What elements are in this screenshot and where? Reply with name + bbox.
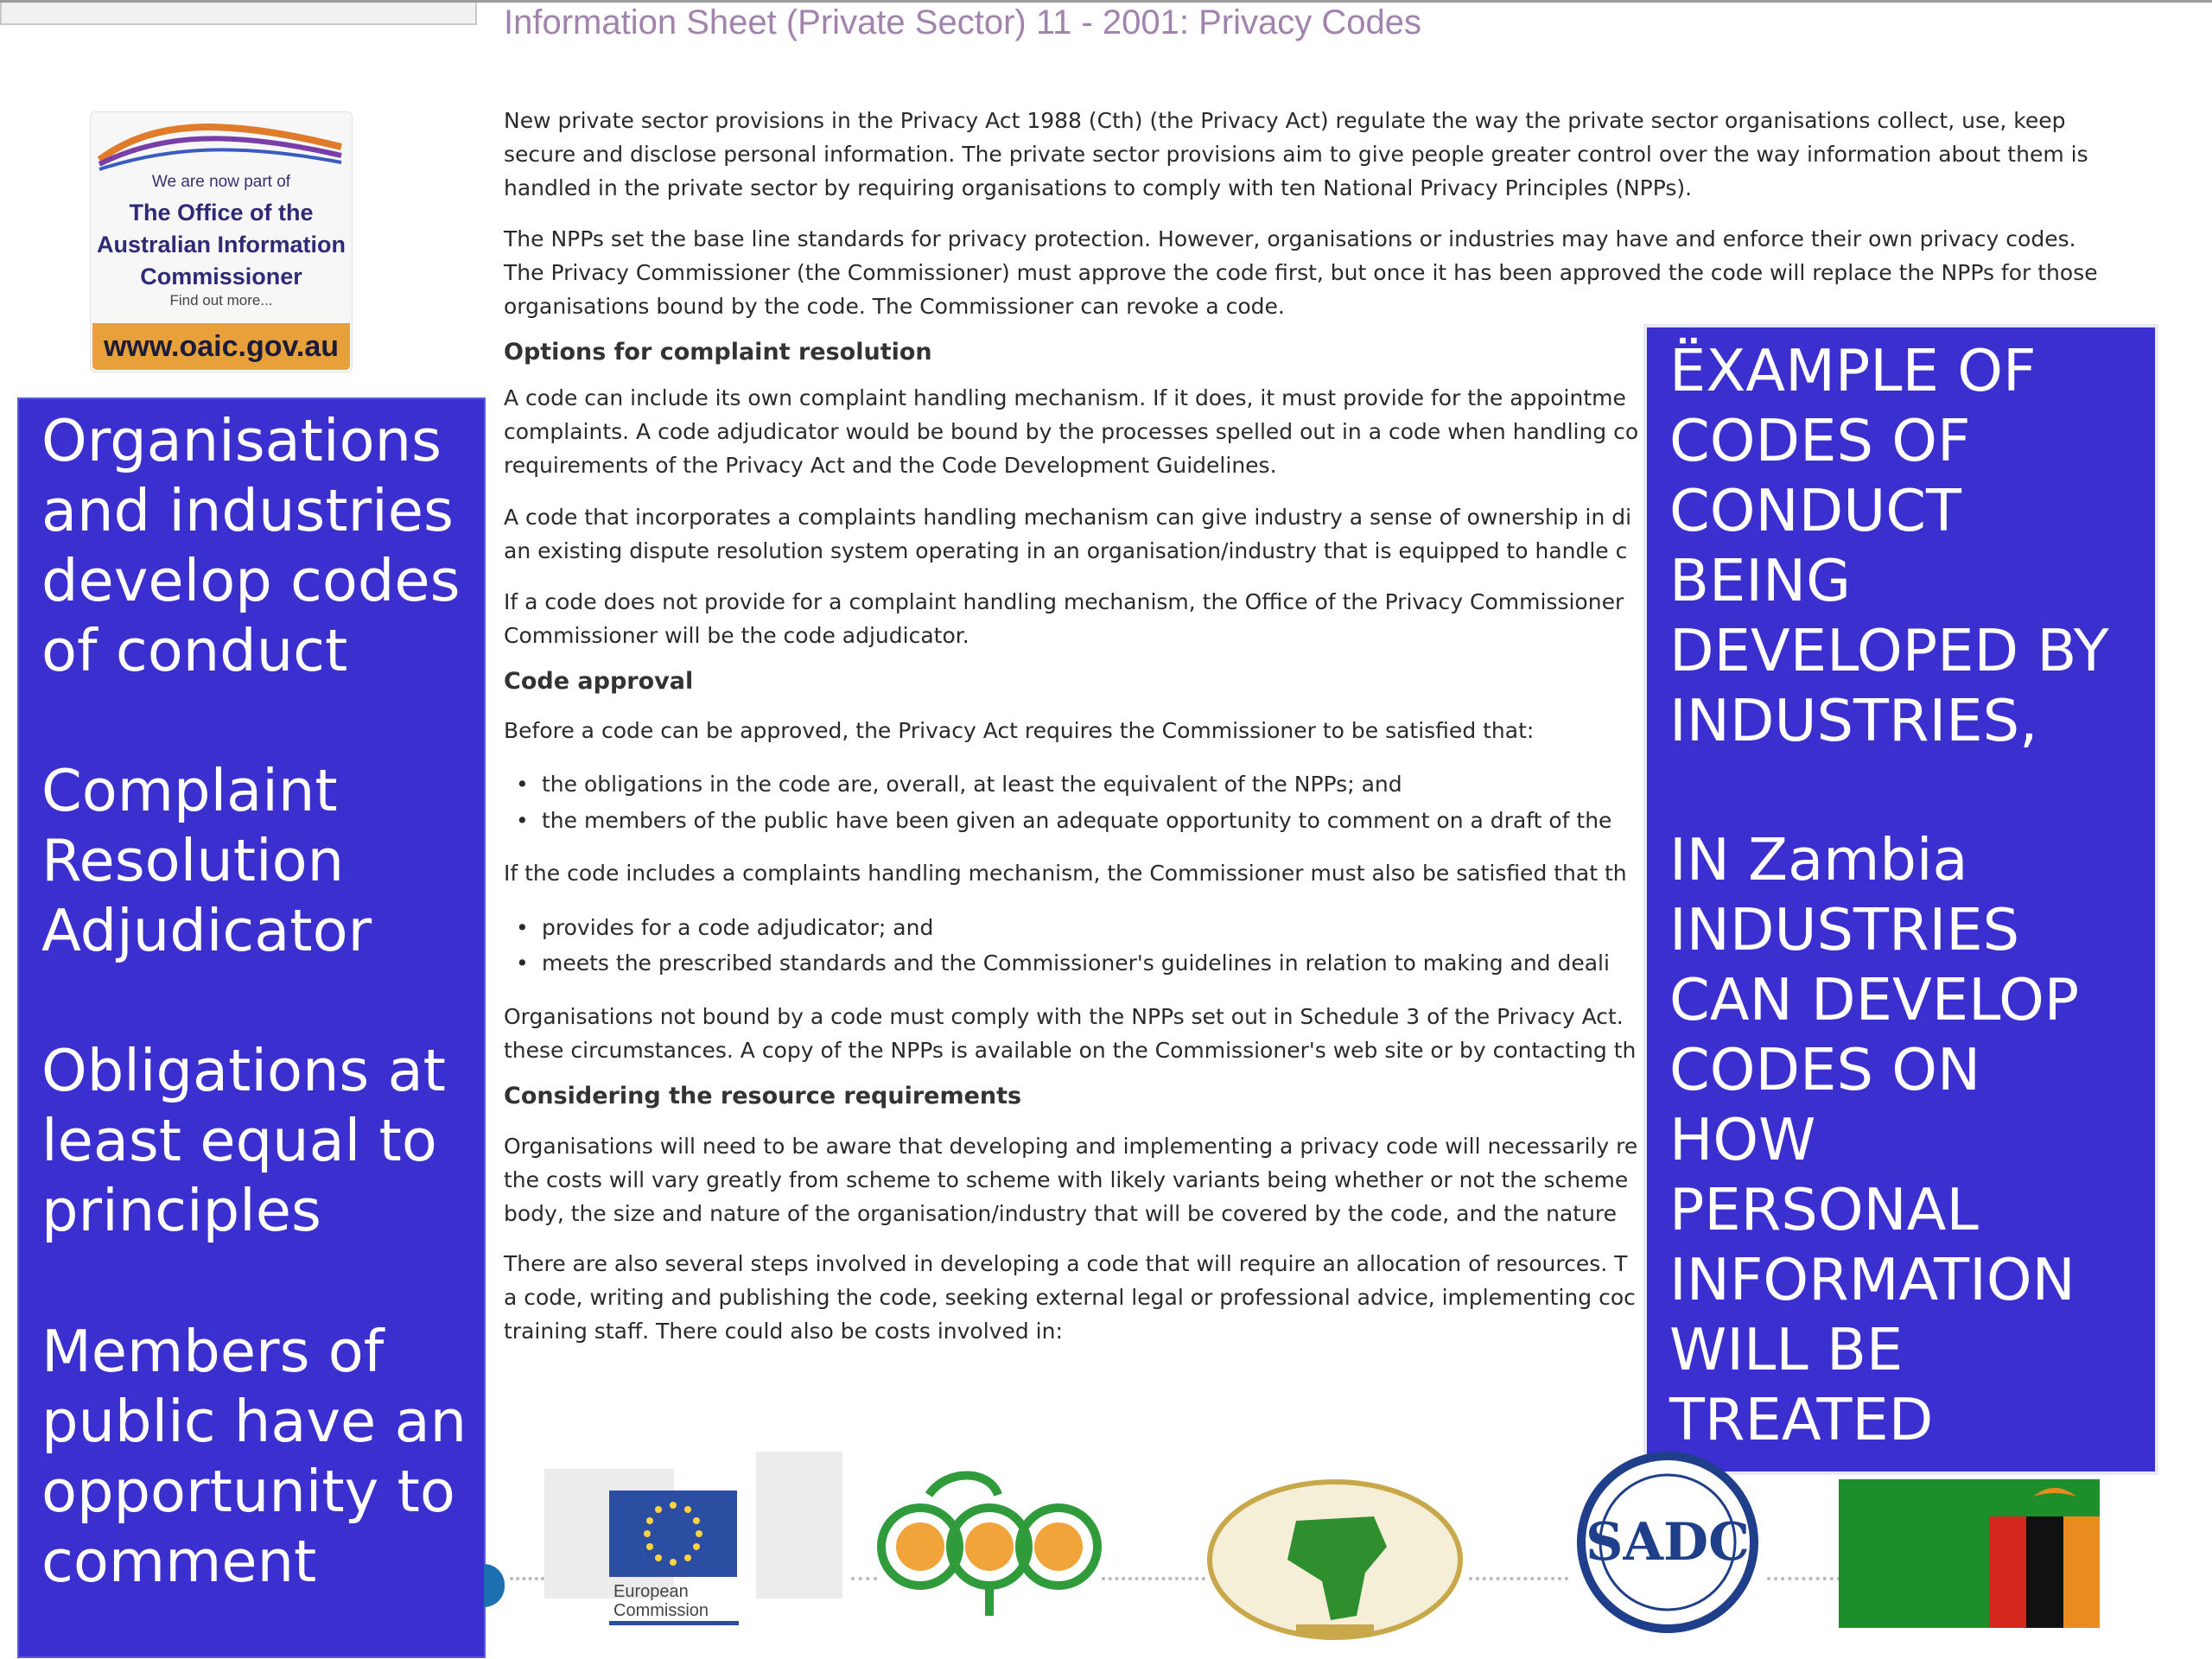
- flag-black-stripe: [2026, 1516, 2063, 1628]
- list-item: • provides for a code adjudicator; and: [542, 911, 933, 944]
- decorative-circle: [484, 1564, 505, 1607]
- paragraph-10: There are also several steps involved in developing a code that will require an allocation of resources. T a code, writing and publishing the code, seeking external legal or professional advice, implementing coc training staff. There could also be costs involved in:: [504, 1251, 1636, 1344]
- heading-code-approval: Code approval: [504, 668, 694, 695]
- paragraph-5: If a code does not provide for a complaint handling mechanism, the Office of the Privacy Commissioner Commissioner will be the code adjudicator.: [504, 589, 1624, 648]
- browser-tab[interactable]: [0, 3, 477, 25]
- dotted-connector: [1102, 1577, 1205, 1580]
- summary-item-1: Organisations and industries develop codes of conduct: [41, 407, 461, 684]
- paragraph-2: The NPPs set the base line standards for privacy protection. However, organisations or industries may have and enforce their own privacy codes. The Privacy Commissioner (the Commissioner) must approve the code first, but once it has been approved the code will replace the NPPs for those organisations bound by the code. The Commissioner can revoke a code.: [504, 226, 2098, 319]
- summary-item-4: Members of public have an opportunity to comment: [41, 1318, 467, 1595]
- list-item: • meets the prescribed standards and the Commissioner's guidelines in relation to making and deali: [542, 946, 1610, 980]
- heading-resource-requirements: Considering the resource requirements: [504, 1083, 1022, 1109]
- oaic-logo[interactable]: [90, 111, 353, 372]
- list-item: • the members of the public have been given an adequate opportunity to comment on a draft of the: [542, 804, 1611, 837]
- oaic-find-more-text: Find out more...: [169, 292, 273, 308]
- example-text-heading: ËXAMPLE OF CODES OF CONDUCT BEING DEVELOPED BY INDUSTRIES,: [1669, 337, 2109, 754]
- oaic-intro-text: We are now part of: [151, 173, 291, 191]
- paragraph-1: New private sector provisions in the Privacy Act 1988 (Cth) (the Privacy Act) regulate the way the private sector organisations collect, use, keep secure and disclose personal information. The private sector provisions aim to give people greater control over the way information about them is handled in the private sector by requiring organisations to comply with ten National Privacy Principles (NPPs).: [504, 108, 2088, 200]
- heading-complaint-resolution: Options for complaint resolution: [504, 339, 932, 365]
- paragraph-4: A code that incorporates a complaints handling mechanism can give industry a sense of ownership in di an existing dispute resolution system operating in an organisation/industry that is equipped to handle c: [504, 505, 1632, 563]
- zambia-flag: [1839, 1479, 2100, 1628]
- paragraph-6: Before a code can be approved, the Privacy Act requires the Commissioner to be satisfied that:: [504, 718, 1535, 743]
- left-summary-panel: [17, 397, 486, 1658]
- page-title: Information Sheet (Private Sector) 11 - 2001: Privacy Codes: [504, 3, 1421, 41]
- flag-orange-stripe: [2063, 1516, 2100, 1628]
- summary-item-3: Obligations at least equal to principles: [41, 1037, 446, 1244]
- paragraph-7: If the code includes a complaints handling mechanism, the Commissioner must also be satisfied that th: [504, 861, 1627, 886]
- acp-logo: [877, 1469, 1102, 1624]
- sadc-logo: [1568, 1452, 1767, 1633]
- list-item: • the obligations in the code are, overall, at least the equivalent of the NPPs; and: [542, 767, 1402, 801]
- oaic-url-link[interactable]: www.oaic.gov.au: [92, 323, 350, 370]
- european-commission-logo: [544, 1434, 847, 1633]
- oaic-name-text: The Office of the Australian Information Commissioner: [96, 200, 346, 289]
- dotted-connector: [1767, 1577, 1840, 1580]
- swoosh-graphic: [91, 112, 352, 181]
- dotted-connector: [510, 1577, 544, 1580]
- african-union-logo: [1201, 1478, 1469, 1642]
- paragraph-3: A code can include its own complaint handling mechanism. If it does, it must provide for the appointme complaints. A code adjudicator would be bound by the processes spelled out in a code when handling co requirements of the Privacy Act and the Code Development Guidelines.: [504, 385, 1639, 478]
- dotted-connector: [851, 1577, 877, 1580]
- eagle-icon: [2029, 1479, 2081, 1505]
- flag-red-stripe: [1989, 1516, 2026, 1628]
- sadc-text: SADC: [1586, 1512, 1750, 1573]
- paragraph-9: Organisations will need to be aware that developing and implementing a privacy code will necessarily re the costs will vary greatly from scheme to scheme with likely variants being whether or not the scheme body, the size and nature of the organisation/industry that will be covered by the code, and the nature: [504, 1134, 1638, 1226]
- dotted-connector: [1469, 1577, 1568, 1580]
- paragraph-8: Organisations not bound by a code must comply with the NPPs set out in Schedule 3 of the Privacy Act. these circumstances. A copy of the NPPs is available on the Commissioner's web site or by contacting th: [504, 1004, 1637, 1063]
- svg-text:European: European: [613, 1582, 689, 1601]
- summary-item-2: Complaint Resolution Adjudicator: [41, 757, 372, 964]
- right-example-panel: [1647, 327, 2155, 1471]
- svg-text:Commission: Commission: [613, 1601, 709, 1620]
- example-text-zambia: IN Zambia INDUSTRIES CAN DEVELOP CODES ON HOW PERSONAL INFORMATION WILL BE TREATED: [1669, 826, 2080, 1453]
